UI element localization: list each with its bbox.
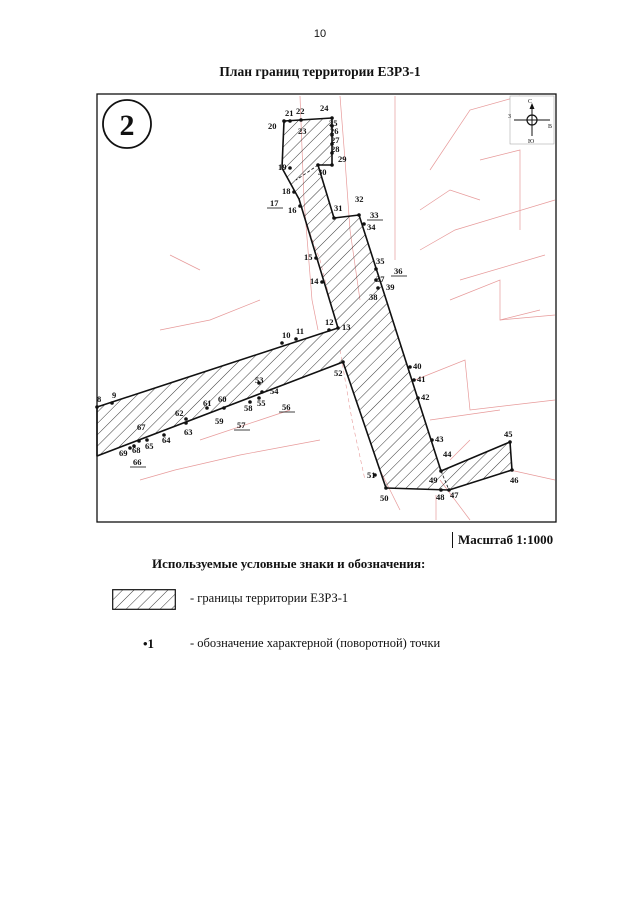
legend-hatch-swatch bbox=[112, 589, 176, 610]
point-label-35: 35 bbox=[376, 256, 385, 266]
point-label-11: 11 bbox=[296, 326, 305, 336]
compass-north: С bbox=[528, 99, 533, 105]
point-label-38: 38 bbox=[369, 292, 378, 302]
compass-east: В bbox=[548, 124, 553, 130]
point-label-16: 16 bbox=[288, 205, 297, 215]
point-label-39: 39 bbox=[386, 282, 395, 292]
boundary-point-dot bbox=[292, 190, 296, 194]
point-label-69: 69 bbox=[119, 448, 128, 458]
point-label-55: 55 bbox=[257, 398, 266, 408]
point-label-59: 59 bbox=[215, 416, 224, 426]
point-label-22: 22 bbox=[296, 106, 305, 116]
boundary-point-dot bbox=[298, 204, 302, 208]
point-label-51: 51 bbox=[367, 470, 376, 480]
boundary-point-dot bbox=[260, 390, 264, 394]
point-label-48: 48 bbox=[436, 492, 445, 502]
boundary-point-dot bbox=[327, 328, 331, 332]
point-label-34: 34 bbox=[367, 222, 376, 232]
point-label-42: 42 bbox=[421, 392, 430, 402]
boundary-point-dot bbox=[184, 421, 188, 425]
point-label-67: 67 bbox=[137, 422, 146, 432]
point-label-43: 43 bbox=[435, 434, 444, 444]
boundary-point-dot bbox=[510, 468, 514, 472]
boundary-point-dot bbox=[384, 486, 388, 490]
boundary-point-dot bbox=[299, 118, 303, 122]
point-label-46: 46 bbox=[510, 475, 519, 485]
boundary-point-dot bbox=[288, 166, 292, 170]
boundary-point-dot bbox=[137, 439, 141, 443]
point-label-53: 53 bbox=[255, 375, 264, 385]
point-label-18: 18 bbox=[282, 186, 291, 196]
point-label-8: 8 bbox=[97, 394, 102, 404]
point-label-52: 52 bbox=[334, 368, 343, 378]
legend-point-symbol: •1 bbox=[143, 636, 155, 651]
point-label-21: 21 bbox=[285, 108, 294, 118]
boundary-point-dot bbox=[357, 213, 361, 217]
point-label-62: 62 bbox=[175, 408, 184, 418]
point-label-14: 14 bbox=[310, 276, 319, 286]
legend-heading: Используемые условные знаки и обозначения: bbox=[152, 556, 426, 571]
point-label-9: 9 bbox=[112, 390, 117, 400]
point-label-27: 27 bbox=[331, 135, 340, 145]
point-label-12: 12 bbox=[325, 317, 334, 327]
boundary-point-dot bbox=[320, 280, 324, 284]
boundary-point-dot bbox=[280, 341, 284, 345]
point-label-37: 37 bbox=[376, 274, 385, 284]
point-label-54: 54 bbox=[270, 386, 279, 396]
compass-south: Ю bbox=[528, 139, 535, 145]
boundary-point-dot bbox=[341, 360, 345, 364]
legend-zone-text: - границы территории ЕЗРЗ-1 bbox=[190, 591, 349, 605]
boundary-point-dot bbox=[184, 417, 188, 421]
point-label-32: 32 bbox=[355, 194, 364, 204]
point-label-19: 19 bbox=[278, 162, 287, 172]
boundary-point-dot bbox=[332, 216, 336, 220]
boundary-point-dot bbox=[314, 256, 318, 260]
boundary-point-dot bbox=[508, 440, 512, 444]
page-number: 10 bbox=[313, 28, 327, 40]
point-label-45: 45 bbox=[504, 429, 513, 439]
territory-boundary bbox=[97, 118, 512, 490]
sheet-number: 2 bbox=[119, 109, 135, 142]
plan-title: План границ территории ЕЗРЗ-1 bbox=[219, 64, 421, 79]
point-label-25: 25 bbox=[329, 118, 338, 128]
point-label-23: 23 bbox=[298, 126, 307, 136]
point-label-50: 50 bbox=[380, 493, 389, 503]
point-label-44: 44 bbox=[443, 449, 452, 459]
compass-west: З bbox=[508, 114, 512, 120]
point-label-29: 29 bbox=[338, 154, 347, 164]
boundary-point-dot bbox=[282, 119, 286, 123]
point-label-26: 26 bbox=[330, 126, 339, 136]
point-label-36: 36 bbox=[394, 266, 403, 276]
point-label-13: 13 bbox=[342, 322, 351, 332]
point-label-10: 10 bbox=[282, 330, 291, 340]
point-label-49: 49 bbox=[429, 475, 438, 485]
point-label-65: 65 bbox=[145, 441, 154, 451]
point-label-15: 15 bbox=[304, 252, 313, 262]
point-label-24: 24 bbox=[320, 103, 329, 113]
point-label-47: 47 bbox=[450, 490, 459, 500]
point-label-33: 33 bbox=[370, 210, 379, 220]
point-label-56: 56 bbox=[282, 402, 291, 412]
point-label-63: 63 bbox=[184, 427, 193, 437]
boundary-point-dot bbox=[288, 119, 292, 123]
boundary-point-dot bbox=[222, 406, 226, 410]
boundary-point-dot bbox=[439, 469, 443, 473]
point-label-66: 66 bbox=[133, 457, 142, 467]
point-label-57: 57 bbox=[237, 420, 246, 430]
point-label-64: 64 bbox=[162, 435, 171, 445]
boundary-point-dot bbox=[336, 326, 340, 330]
boundary-point-dot bbox=[416, 396, 420, 400]
boundary-point-dot bbox=[374, 267, 378, 271]
boundary-point-dot bbox=[376, 286, 380, 290]
point-label-58: 58 bbox=[244, 403, 253, 413]
point-label-31: 31 bbox=[334, 203, 343, 213]
compass bbox=[508, 96, 554, 145]
legend-point-text: - обозначение характерной (поворотной) точки bbox=[190, 636, 441, 650]
point-label-60: 60 bbox=[218, 394, 227, 404]
boundary-point-dot bbox=[110, 401, 114, 405]
point-label-68: 68 bbox=[132, 445, 141, 455]
point-label-20: 20 bbox=[268, 121, 277, 131]
boundary-point-dot bbox=[408, 365, 412, 369]
point-label-61: 61 bbox=[203, 398, 212, 408]
point-label-17: 17 bbox=[270, 198, 279, 208]
point-label-30: 30 bbox=[318, 167, 327, 177]
sheet-badge bbox=[103, 100, 151, 148]
point-label-40: 40 bbox=[413, 361, 422, 371]
point-label-41: 41 bbox=[417, 374, 426, 384]
boundary-point-dot bbox=[294, 337, 298, 341]
boundary-point-dot bbox=[412, 378, 416, 382]
boundary-point-dot bbox=[430, 438, 434, 442]
scale-label: Масштаб 1:1000 bbox=[452, 532, 553, 548]
point-label-28: 28 bbox=[331, 144, 340, 154]
boundary-point-dot bbox=[330, 163, 334, 167]
boundary-point-dot bbox=[95, 405, 99, 409]
boundary-point-dot bbox=[362, 222, 366, 226]
